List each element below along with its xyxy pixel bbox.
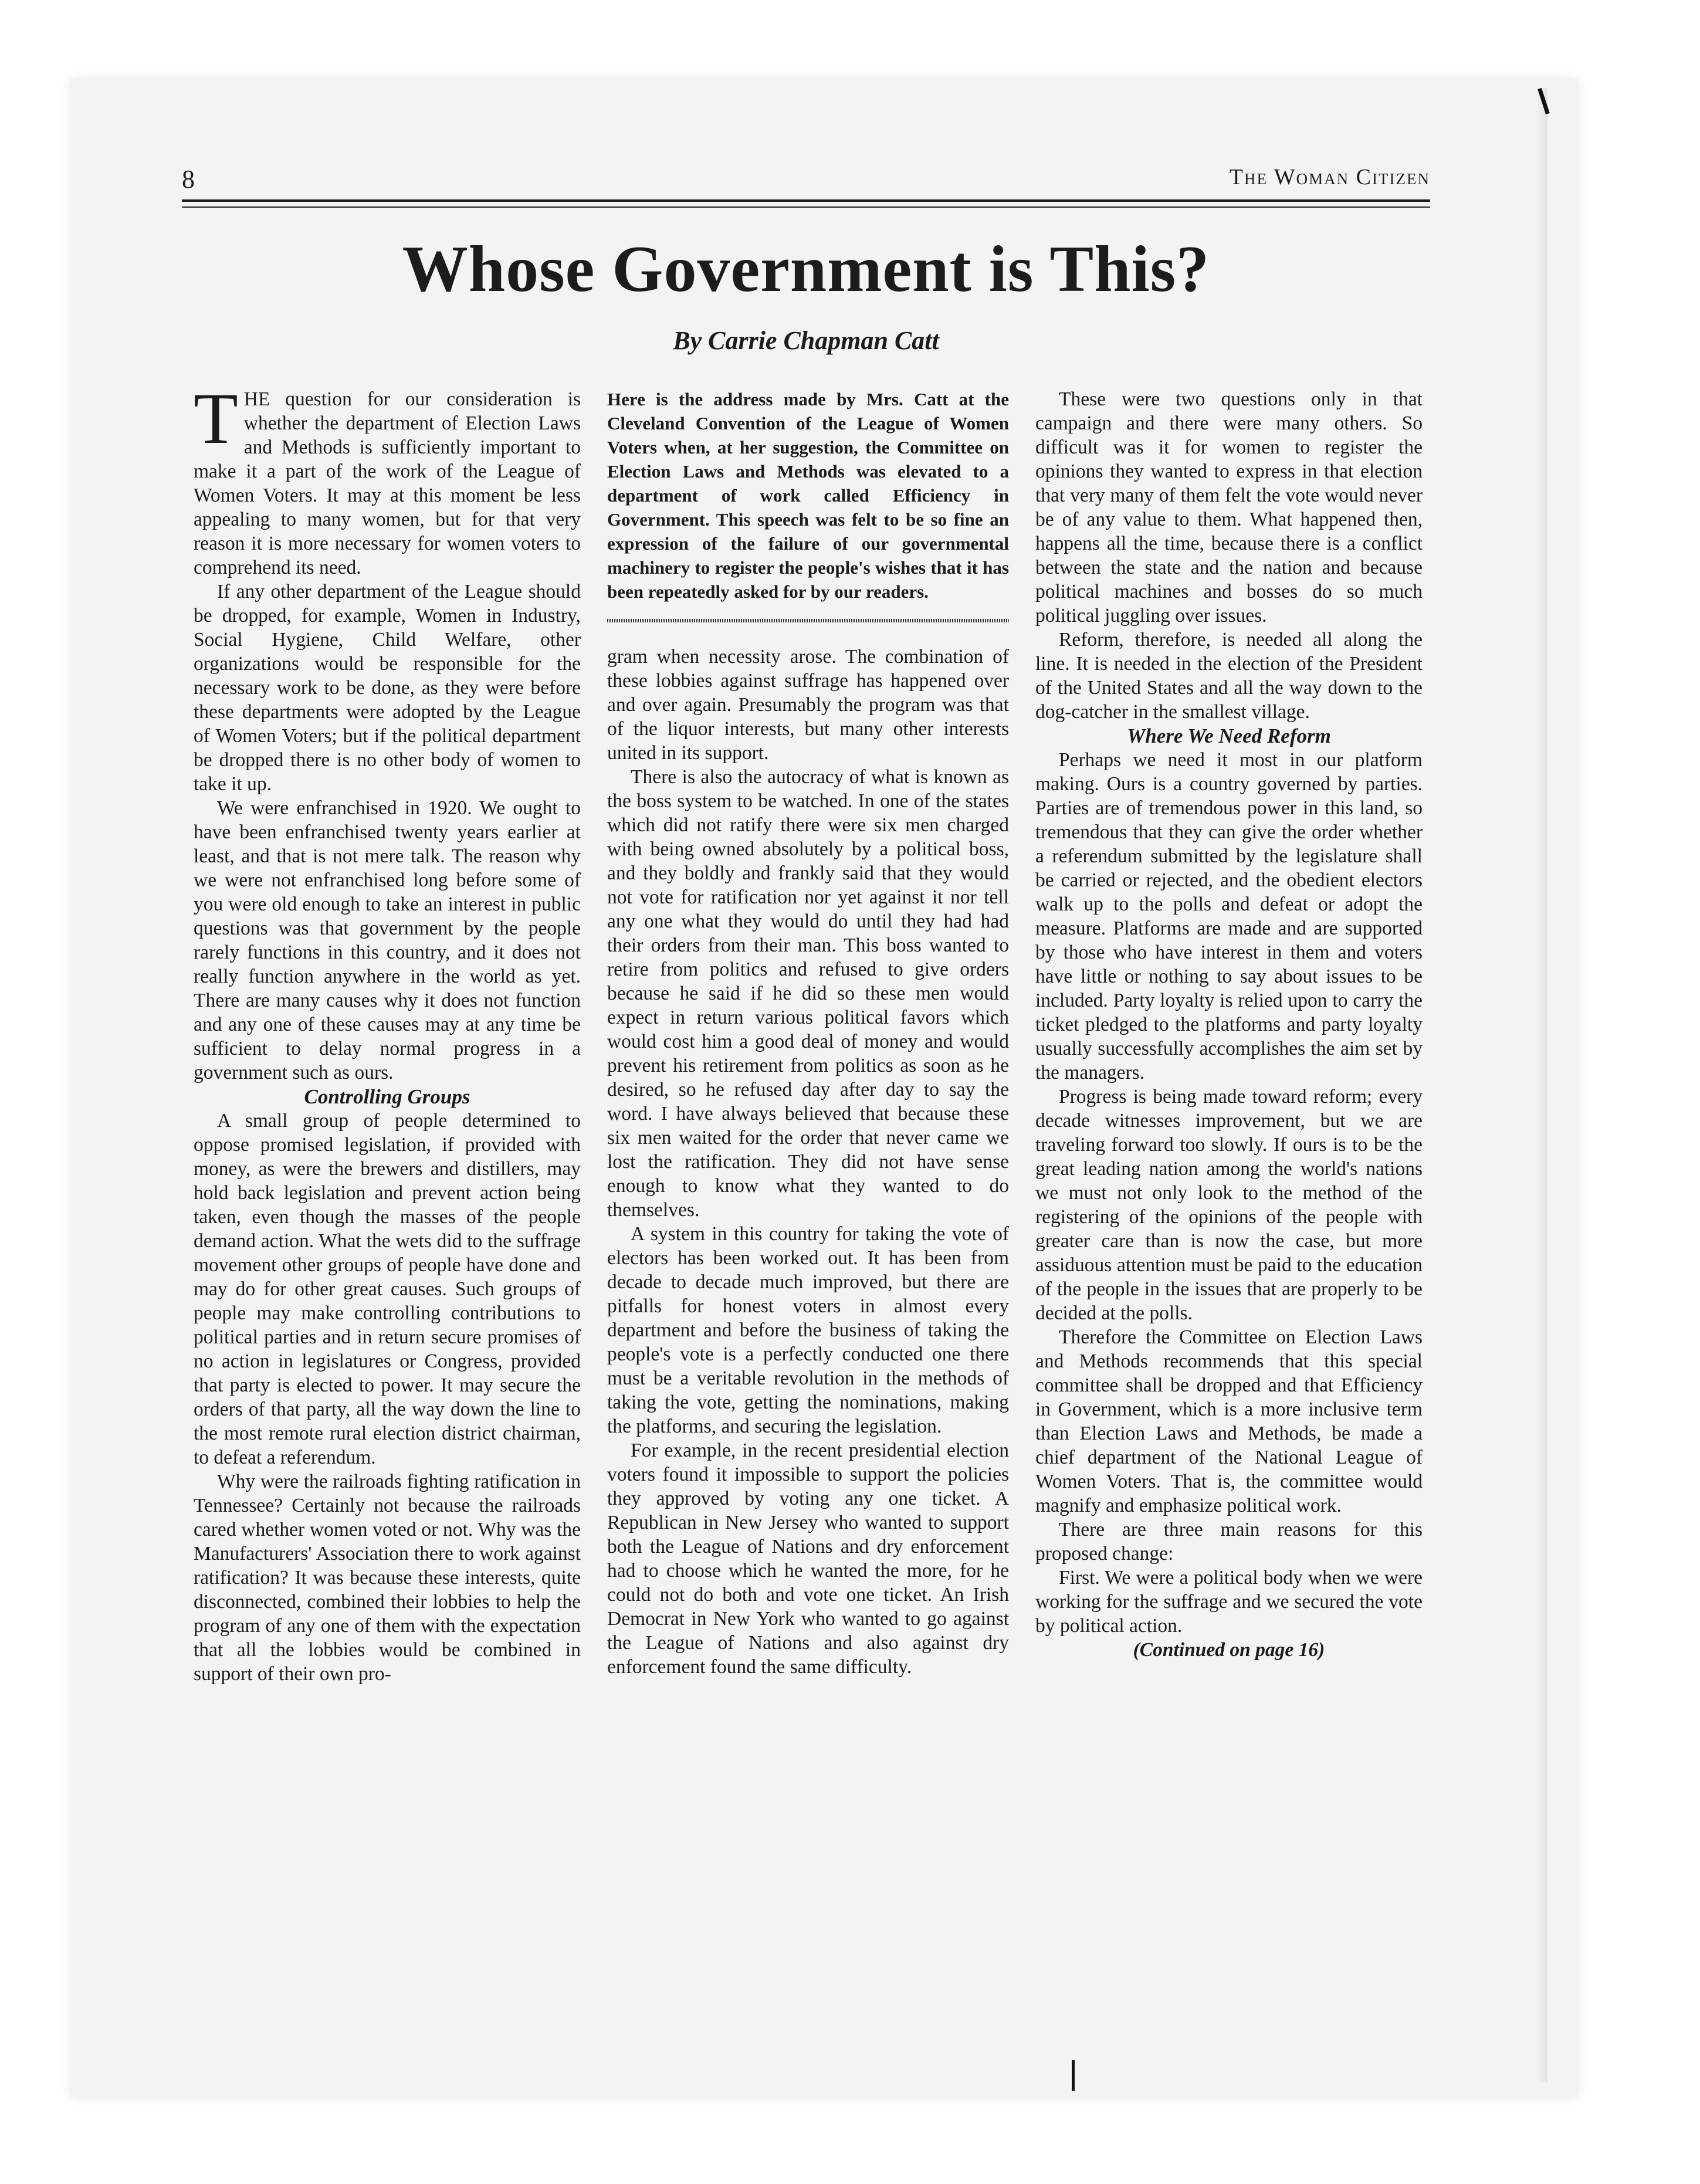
editor-intro: Here is the address made by Mrs. Catt at the Cleveland Convention of the League of Women Voters when, at her suggestion, the Committee on Election Laws and Methods was elevated to a department of work called Efficiency in Government. This speech was felt to be so fine an expression of the failure of our governmental machinery to register the people's wishes that it has been repeatedly asked for by our readers.	[607, 389, 1009, 602]
paragraph: There is also the autocracy of what is known as the boss system to be watched. In one of the states which did not ratify there were six men charged with being owned absolutely by a political boss, and they boldly and frankly said that they would not vote for ratification nor yet against it nor tell any one what they would do until they had had their orders from their man. This boss wanted to retire from politics and refused to give orders because he said if he did so these men would expect in return various political favors which would cost him a good deal of money and would prevent his retirement from politics as soon as he desired, so he refused day after day to say the word. I have always believed that because these six men waited for the order that never came we lost the ratification. They did not have sense enough to know what they wanted to do themselves.	[607, 766, 1009, 1221]
drop-cap: T	[194, 378, 238, 459]
paragraph: Progress is being made toward reform; every decade witnesses improvement, but we are traveling forward too slowly. If ours is to be the great leading nation among the world's nations we must not only look to the method of the registering of the opinions of the people with greater care than is now the case, but more assiduous attention must be paid to the education of the people in the issues that are properly to be decided at the polls.	[1035, 1086, 1423, 1324]
paragraph: THE question for our consideration is whether the department of Election Laws and Methods is sufficiently important to make it a part of the work of the League of Women Voters. It may at this moment be less appealing to many women, but for that very reason it is more necessary for women voters to comprehend its need.	[194, 378, 581, 578]
paragraph: Reform, therefore, is needed all along the line. It is needed in the election of the President of the United States and all the way down to the dog-catcher in the smallest village.	[1035, 629, 1423, 723]
paragraph: These were two questions only in that campaign and there were many others. So difficult was it for women to register the opinions they wanted to express in that election that very many of them felt the vote would never be of any value to them. What happened then, happens all the time, because there is a conflict between the state and the nation and because political machines and bosses do so much political juggling over issues.	[1035, 388, 1423, 627]
paragraph: Why were the railroads fighting ratification in Tennessee? Certainly not because the railroads cared whether women voted or not. Why was the Manufacturers' Association there to work against ratification? It was because these interests, quite disconnected, combined their lobbies to help the program of any one of them with the expectation that all the lobbies would be combined in support of their own pro-	[194, 1471, 581, 1685]
paragraph: First. We were a political body when we were working for the suffrage and we secured the vote by political action.	[1035, 1567, 1423, 1637]
publication-name: The Woman Citizen	[1229, 165, 1430, 189]
margin-mark	[1072, 2060, 1075, 2091]
paragraph: If any other department of the League should be dropped, for example, Women in Industry, Social Hygiene, Child Welfare, other organizations would be responsible for the necessary work to be done, as they were before these departments were adopted by the League of Women Voters; but if the political department be dropped there is no other body of women to take it up.	[194, 581, 581, 795]
paragraph: gram when necessity arose. The combination of these lobbies against suffrage has happened over and over again. Presumably the program was that of the liquor interests, but many other interests united in its support.	[607, 646, 1009, 764]
continued-note: (Continued on page 16)	[1133, 1639, 1325, 1661]
paragraph: Therefore the Committee on Election Laws and Methods recommends that this special committee shall be dropped and that Efficiency in Government, which is a more inclusive term than Election Laws and Methods, be made a chief department of the National League of Women Voters. That is, the committee would magnify and emphasize political work.	[1035, 1326, 1423, 1516]
column-3	[1035, 387, 1423, 1662]
header-rule	[182, 199, 1430, 202]
paragraph: A system in this country for taking the vote of electors has been worked out. It has been from decade to decade much improved, but there are pitfalls for honest voters in almost every department and before the business of taking the people's vote is a perfectly conducted one there must be a veritable revolution in the methods of taking the vote, getting the nominations, making the platforms, and securing the legislation.	[607, 1223, 1009, 1437]
intro-divider	[607, 619, 1009, 622]
paragraph: A small group of people determined to oppose promised legislation, if provided with money, as were the brewers and distillers, may hold back legislation and prevent action being taken, even though the masses of the people demand action. What the wets did to the suffrage movement other groups of people have done and may do for other great causes. Such groups of people may make controlling contributions to political parties and in return secure promises of no action in legislatures or Congress, provided that party is elected to power. It may secure the orders of that party, all the way down the line to the most remote rural election district chairman, to defeat a referendum.	[194, 1110, 581, 1468]
paragraph: We were enfranchised in 1920. We ought to have been enfranchised twenty years earlier at least, and that is not mere talk. The reason why we were not enfranchised long before some of you were old enough to take an interest in public questions was that government by the people rarely functions in this country, and it does not really function anywhere in the world as yet. There are many causes why it does not function and any one of these causes may at any time be sufficient to delay normal progress in a government such as ours.	[194, 797, 581, 1083]
page-number: 8	[182, 165, 195, 194]
article-byline: By Carrie Chapman Catt	[673, 326, 939, 355]
paragraph: There are three main reasons for this proposed change:	[1035, 1519, 1423, 1565]
column-1	[194, 378, 581, 1686]
header-rule-thin	[182, 206, 1430, 208]
paragraph: Perhaps we need it most in our platform making. Ours is a country governed by parties. Parties are of tremendous power in this land, so tremendous that they can give the order whether a referendum submitted by the legislature shall be carried or rejected, and the obedient electors walk up to the polls and defeat or adopt the measure. Platforms are made and are supported by those who have interest in them and voters have little or nothing to say about issues to be included. Party loyalty is relied upon to carry the ticket pledged to the platforms and party loyalty usually successfully accomplishes the aim set by the managers.	[1035, 749, 1423, 1083]
article-title: Whose Government is This?	[402, 233, 1210, 306]
page-edge-shadow	[1536, 88, 1547, 2083]
subheading: Controlling Groups	[304, 1085, 470, 1108]
subheading: Where We Need Reform	[1127, 724, 1331, 747]
paragraph: For example, in the recent presidential election voters found it impossible to support the policies they approved by voting any one ticket. A Republican in New Jersey who wanted to support both the League of Nations and dry enforcement had to choose which he wanted the more, for he could not do both and vote one ticket. An Irish Democrat in New York who wanted to go against the League of Nations and also against dry enforcement found the same difficulty.	[607, 1440, 1009, 1678]
column-2	[607, 387, 1009, 1679]
